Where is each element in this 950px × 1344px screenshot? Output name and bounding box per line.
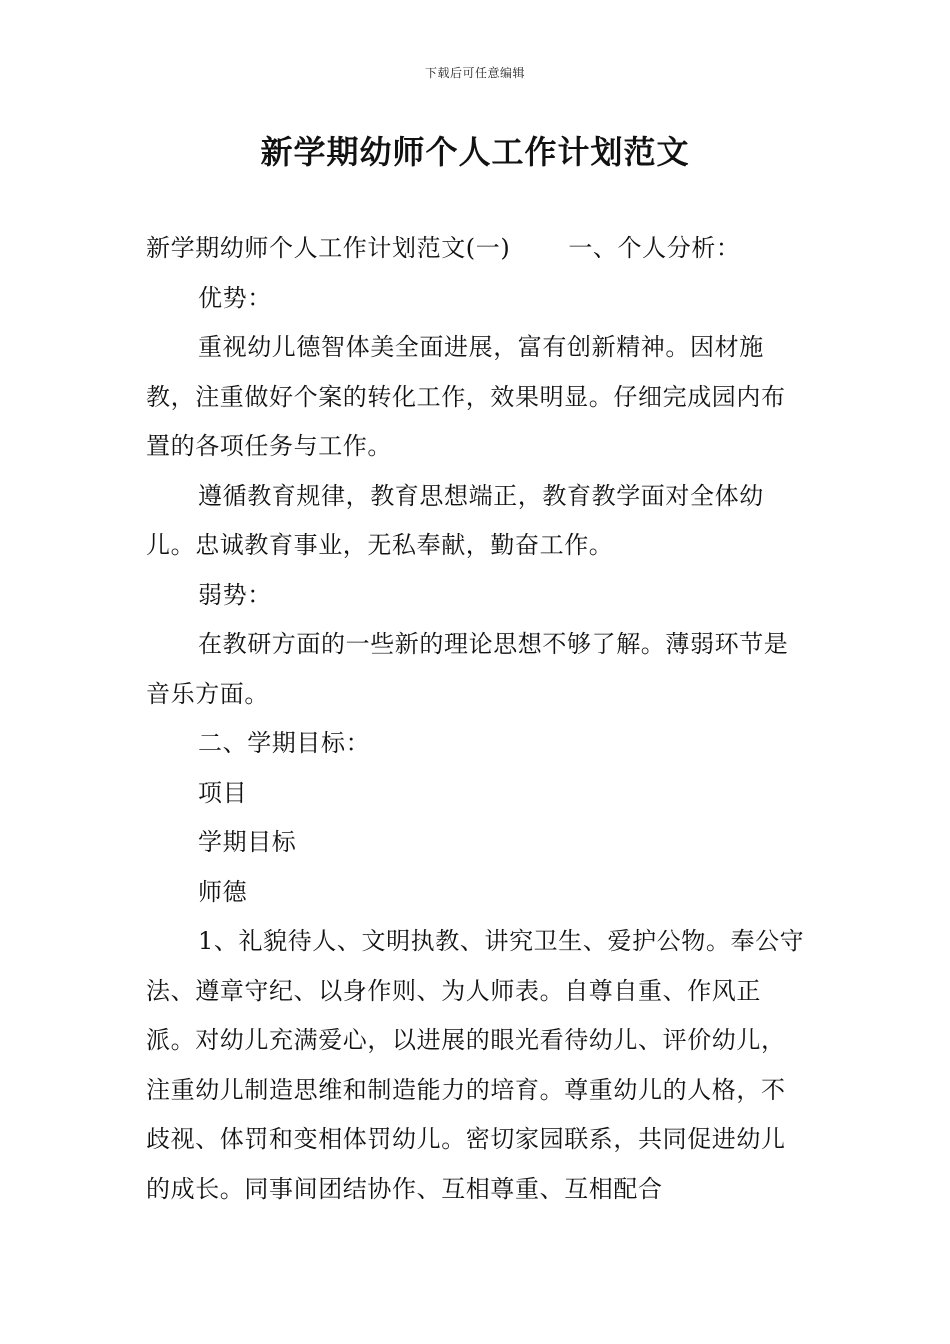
header-note: 下载后可任意编辑 [424,66,525,80]
section-heading-personal-analysis: 一、个人分析： [568,234,741,262]
paragraph-weaknesses: 在教研方面的一些新的理论思想不够了解。薄弱环节是音乐方面。 [146,630,789,708]
label-weaknesses: 弱势： [198,580,272,609]
label-semester-goal: 学期目标 [198,828,297,856]
document-body [146,224,806,1214]
label-teacher-ethics: 师德 [198,877,248,906]
subtitle: 新学期幼师个人工作计划范文(一) [146,234,511,262]
label-strengths: 优势： [198,283,272,312]
section-heading-semester-goals: 二、学期目标： [198,729,371,757]
label-item: 项目 [198,778,248,807]
paragraph-ethics-goal-1: 1、礼貌待人、文明执教、讲究卫生、爱护公物。奉公守法、遵章守纪、以身作则、为人师表。自尊自重、作风正派。对幼儿充满爱心，以进展的眼光看待幼儿、评价幼儿，注重幼儿制造思维和制造能力的培育。尊重幼儿的人格，不歧视、体罚和变相体罚幼儿。密切家园联系，共同促进幼儿的成长。同事间团结协作、互相尊重、互相配合 [146,927,805,1203]
paragraph-strengths-1: 重视幼儿德智体美全面进展，富有创新精神。因材施教，注重做好个案的转化工作，效果明显。仔细完成园内布置的各项任务与工作。 [146,333,786,460]
paragraph-strengths-2: 遵循教育规律，教育思想端正，教育教学面对全体幼儿。忠诚教育事业，无私奉献，勤奋工作。 [146,481,764,559]
intro-line [146,224,806,274]
page-title: 新学期幼师个人工作计划范文 [260,133,690,171]
